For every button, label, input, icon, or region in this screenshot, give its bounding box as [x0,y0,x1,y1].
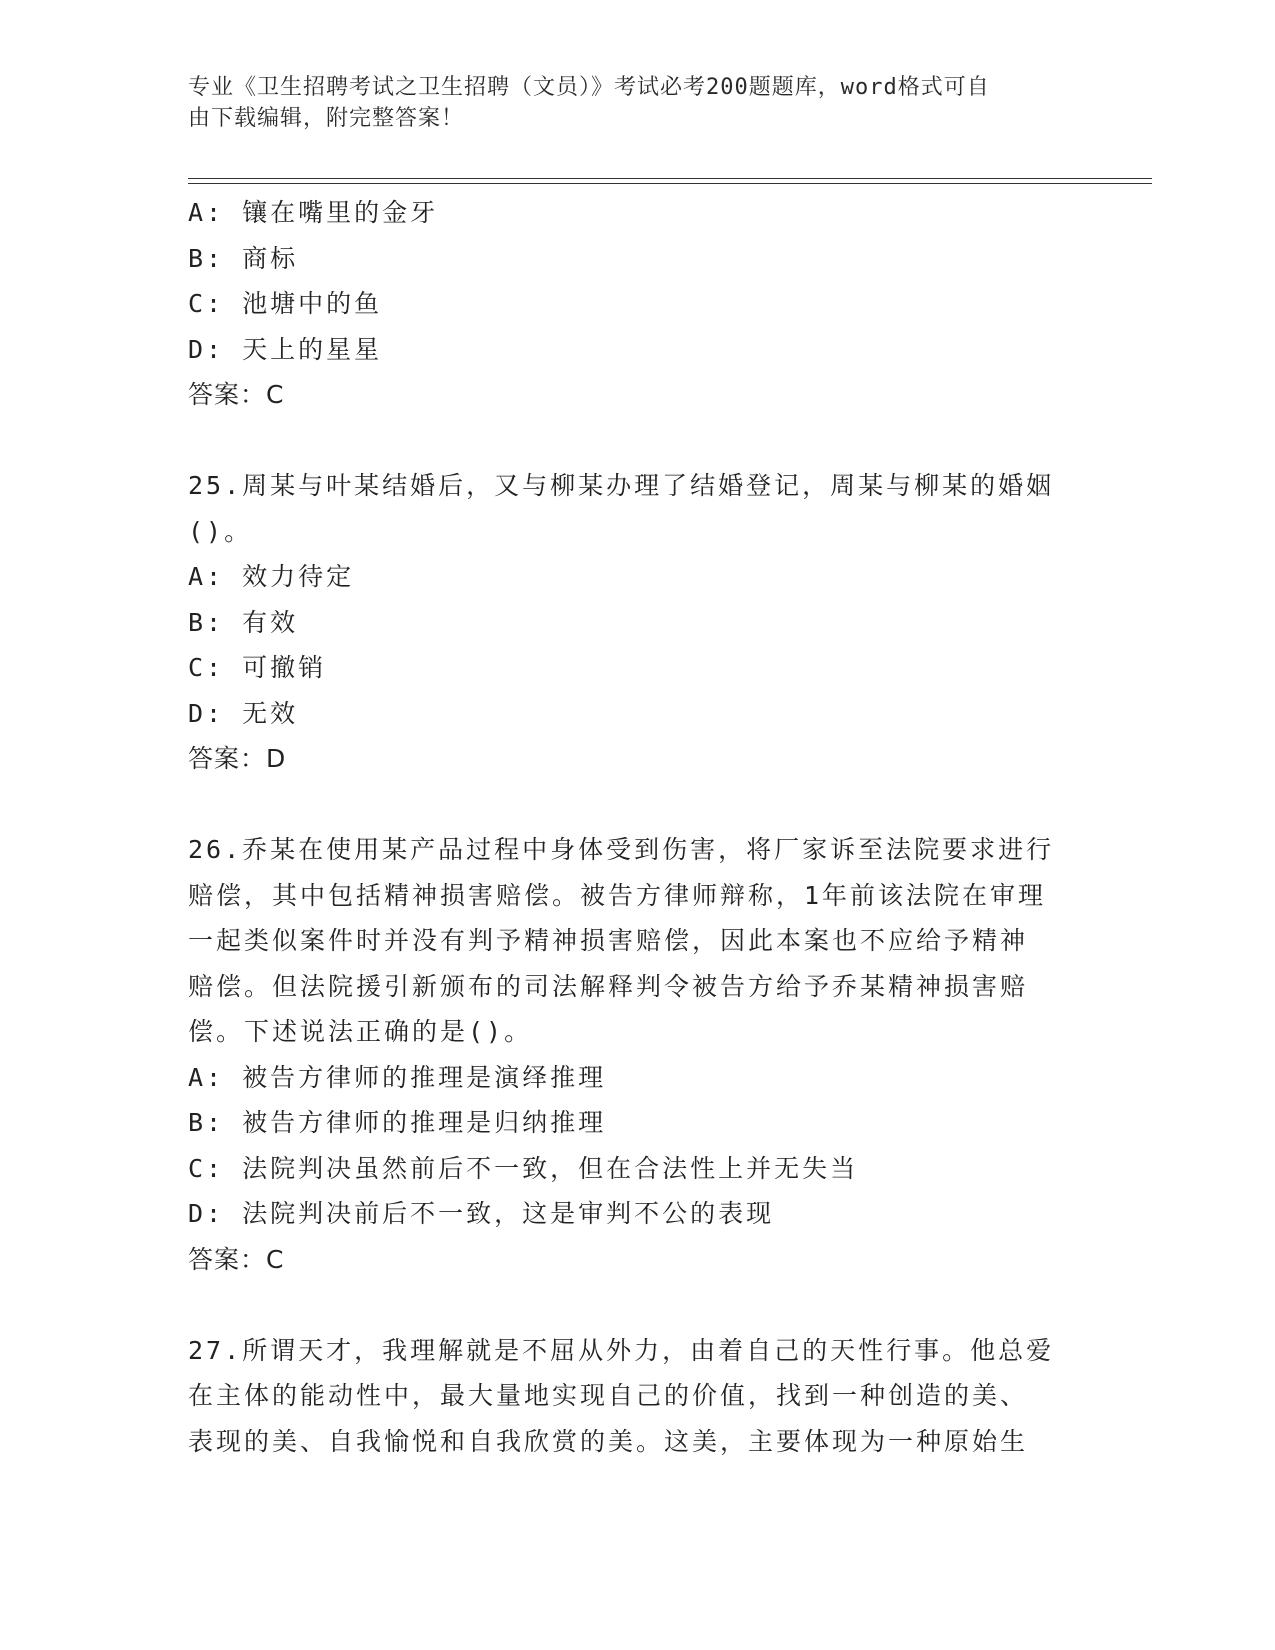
question-text-line: 赔偿。但法院援引新颁布的司法解释判令被告方给予乔某精神损害赔 [188,971,1029,1001]
option-a: A: 被告方律师的推理是演绎推理 [188,1062,607,1092]
option-b: B: 商标 [188,243,299,273]
question-text-line: ()。 [188,516,253,546]
option-d: D: 天上的星星 [188,334,383,364]
spacer [188,418,1088,464]
question-text-line: 赔偿，其中包括精神损害赔偿。被告方律师辩称，1年前该法院在审理 [188,880,1047,910]
option-d: D: 法院判决前后不一致，这是审判不公的表现 [188,1199,775,1228]
spacer [188,1282,1088,1328]
answer-line: 答案：C [188,1244,285,1274]
question-27 [188,1328,1088,1465]
option-a: A: 镶在嘴里的金牙 [188,198,439,227]
question-text-line: 偿。下述说法正确的是()。 [188,1017,533,1046]
option-d: D: 无效 [188,698,299,728]
header-line-1: 专业《卫生招聘考试之卫生招聘（文员）》考试必考200题题库，word格式可自 [188,75,990,100]
header-line-2: 由下载编辑，附完整答案！ [188,106,465,131]
option-c: C: 可撤销 [188,653,327,682]
answer-line: 答案：C [188,380,285,409]
question-25 [188,463,1088,782]
question-text-line: 25.周某与叶某结婚后，又与柳某办理了结婚登记，周某与柳某的婚姻 [188,471,1055,500]
question-26 [188,827,1088,1282]
option-b: B: 有效 [188,607,299,637]
spacer [188,782,1088,828]
question-text-line: 表现的美、自我愉悦和自我欣赏的美。这美，主要体现为一种原始生 [188,1426,1029,1456]
question-text-line: 在主体的能动性中，最大量地实现自己的价值，找到一种创造的美、 [188,1381,1029,1410]
option-c: C: 池塘中的鱼 [188,289,383,318]
document-header [188,72,1088,134]
option-a: A: 效力待定 [188,562,355,591]
option-b: B: 被告方律师的推理是归纳推理 [188,1108,607,1137]
header-divider-top [188,178,1152,179]
document-body [188,190,1088,1464]
answer-line: 答案：D [188,744,287,773]
option-c: C: 法院判决虽然前后不一致，但在合法性上并无失当 [188,1153,859,1183]
question-24 [188,190,1088,418]
question-text-line: 一起类似案件时并没有判予精神损害赔偿，因此本案也不应给予精神 [188,926,1029,955]
header-divider-bottom [188,183,1152,184]
question-text-line: 26.乔某在使用某产品过程中身体受到伤害，将厂家诉至法院要求进行 [188,835,1055,864]
question-text-line: 27.所谓天才，我理解就是不屈从外力，由着自己的天性行事。他总爱 [188,1335,1055,1365]
